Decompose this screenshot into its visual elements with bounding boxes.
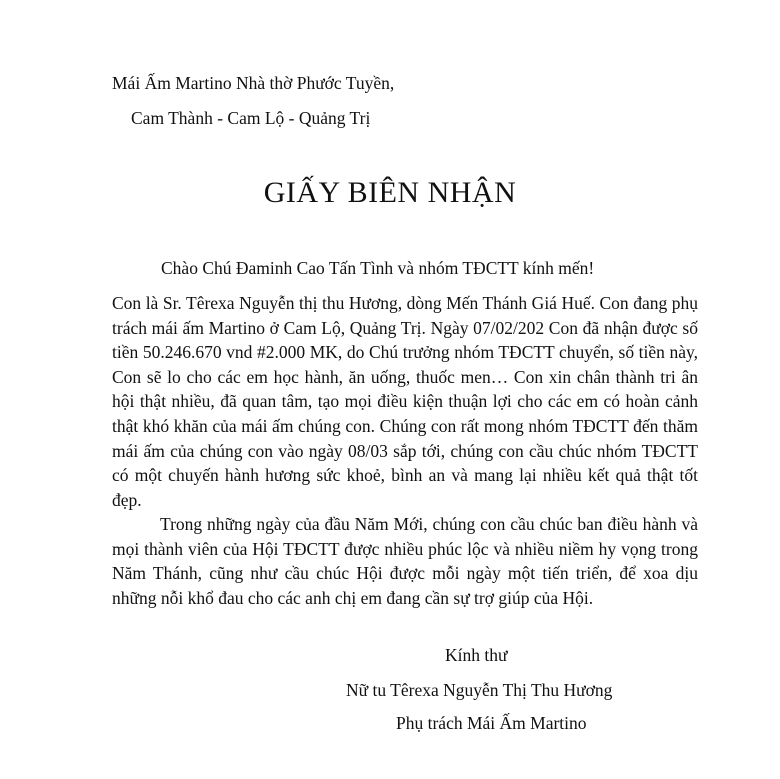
signature-name: Nữ tu Têrexa Nguyễn Thị Thu Hương bbox=[346, 680, 613, 700]
signature-role: Phụ trách Mái Ấm Martino bbox=[396, 713, 587, 733]
sender-address-line1: Mái Ấm Martino Nhà thờ Phước Tuyền, bbox=[112, 73, 395, 93]
greeting: Chào Chú Đaminh Cao Tấn Tình và nhóm TĐCTT kính mến! bbox=[161, 258, 595, 278]
sender-address-line2: Cam Thành - Cam Lộ - Quảng Trị bbox=[131, 108, 371, 128]
document-title: GIẤY BIÊN NHẬN bbox=[263, 176, 517, 209]
body-paragraph-1: Con là Sr. Têrexa Nguyễn thị thu Hương, dòng Mến Thánh Giá Huế. Con đang phụ trách mái ấm Martino ở Cam Lộ, Quảng Trị. Ngày 07/02/202 Con đã nhận được số tiền 50.246.670 vnd #2.000 MK, do Chú trưởng nhóm TĐCTT chuyển, số tiền này, Con sẽ lo cho các em học hành, ăn uống, thuốc men… Con xin chân thành tri ân hội thật nhiều, đã quan tâm, tạo mọi điều kiện thuận lợi cho các em có hoàn cảnh thật khó khăn của mái ấm chúng con. Chúng con rất mong nhóm TĐCTT đến thăm mái ấm của chúng con vào ngày 08/03 sắp tới, chúng con cầu chúc nhóm TĐCTT có một chuyến hành hương sức khoẻ, bình an và mang lại nhiều kết quả thật tốt đẹp. bbox=[112, 293, 698, 510]
body-paragraph-2: Trong những ngày của đầu Năm Mới, chúng con cầu chúc ban điều hành và mọi thành viên của Hội TĐCTT được nhiều phúc lộc và nhiều niềm hy vọng trong Năm Thánh, cũng như cầu chúc Hội được mỗi ngày một tiến triển, để xoa dịu những nỗi khổ đau cho các anh chị em đang cần sự trợ giúp của Hội. bbox=[112, 514, 698, 608]
signature-closing: Kính thư bbox=[445, 645, 508, 665]
